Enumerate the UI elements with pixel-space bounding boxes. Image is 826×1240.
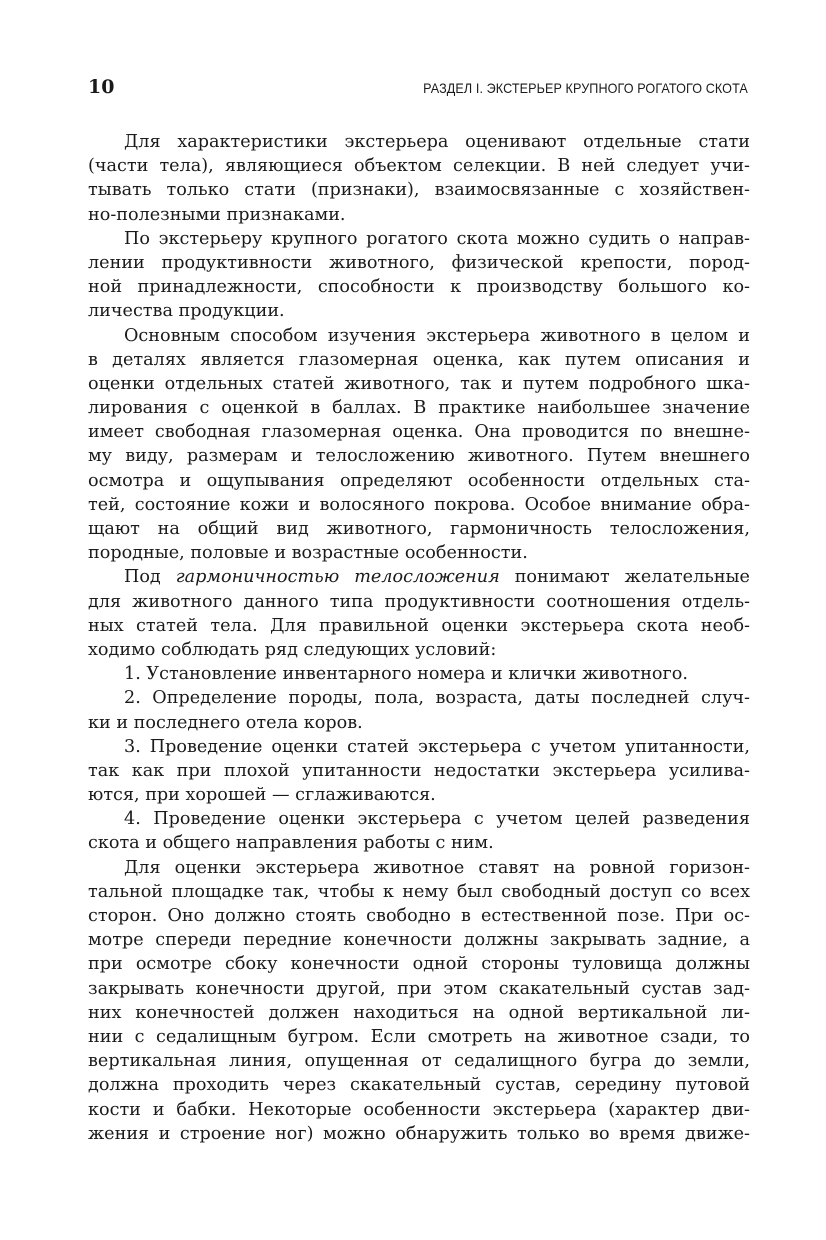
text-line: жения и строение ног) можно обнаружить только во время движе- [88, 1123, 750, 1144]
text-line: вертикальная линия, опущенная от седалищного бугра до земли, [88, 1051, 750, 1072]
text-line: По экстерьеру крупного рогатого скота можно судить о направ- [124, 228, 750, 249]
text-line [88, 565, 750, 589]
text-line: при осмотре сбоку конечности одной стороны туловища должны [88, 954, 750, 975]
text-line: ходимо соблюдать ряд следующих условий: [88, 639, 497, 660]
text-line: Основным способом изучения экстерьера животного в целом и [124, 325, 750, 346]
text-line: лении продуктивности животного, физической крепости, пород- [88, 252, 750, 273]
italic-term: гармоничностью телосложения [175, 567, 500, 588]
text-line: му виду, размерам и телосложению животного. Путем внешнего [88, 446, 750, 467]
running-head: РАЗДЕЛ I. ЭКСТЕРЬЕР КРУПНОГО РОГАТОГО СКОТА [423, 80, 748, 96]
text-line: тальной площадке так, чтобы к нему был свободный доступ со всех [88, 881, 750, 902]
text-line: но-полезными признаками. [88, 204, 346, 225]
text-line: 3. Проведение оценки статей экстерьера с учетом упитанности, [124, 736, 750, 757]
text-line: ных статей тела. Для правильной оценки экстерьера скота необ- [88, 615, 750, 636]
text-line: лирования с оценкой в баллах. В практике наибольшее значение [88, 398, 750, 419]
text-line: 4. Проведение оценки экстерьера с учетом целей разведения [124, 809, 750, 830]
text-line: сторон. Оно должно стоять свободно в естественной позе. При ос- [88, 906, 750, 926]
text-line: кости и бабки. Некоторые особенности экстерьера (характер дви- [88, 1099, 750, 1120]
text-line: щают на общий вид животного, гармоничность телосложения, [88, 519, 750, 539]
text-line: имеет свободная глазомерная оценка. Она проводится по внешне- [88, 422, 750, 443]
text-line: тей, состояние кожи и волосяного покрова. Особое внимание обра- [88, 494, 750, 515]
text-line: скота и общего направления работы с ним. [88, 833, 494, 854]
text-line: в деталях является глазомерная оценка, как путем описания и [88, 349, 750, 370]
text-line: 1. Установление инвентарного номера и клички животного. [124, 664, 688, 685]
text-line: ки и последнего отела коров. [88, 712, 363, 733]
text-line: для животного данного типа продуктивности соотношения отдель- [88, 591, 750, 612]
text-line: так как при плохой упитанности недостатки экстерьера усилива- [88, 760, 750, 781]
text-line: мотре спереди передние конечности должны закрывать задние, а [88, 930, 750, 951]
text-line: (части тела), являющиеся объектом селекции. В ней следует учи- [88, 156, 750, 177]
text-line: оценки отдельных статей животного, так и путем подробного шка- [88, 373, 750, 394]
text-line: нии с седалищным бугром. Если смотреть на животное сзади, то [88, 1026, 750, 1047]
text-line: осмотра и ощупывания определяют особенности отдельных ста- [88, 470, 750, 491]
text-line: должна проходить через скакательный сустав, середину путовой [88, 1075, 750, 1096]
text-line: тывать только стати (признаки), взаимосвязанные с хозяйствен- [88, 180, 750, 201]
text-segment: понимают желательные [499, 567, 750, 588]
text-body [88, 130, 750, 1146]
text-line: Для оценки экстерьера животное ставят на ровной горизон- [124, 857, 750, 878]
text-line: 2. Определение породы, пола, возраста, даты последней случ- [124, 688, 750, 709]
text-line: Для характеристики экстерьера оценивают отдельные стати [124, 132, 750, 152]
text-line: закрывать конечности другой, при этом скакательный сустав зад- [88, 978, 750, 999]
page-number: 10 [88, 76, 115, 98]
text-line: них конечностей должен находиться на одной вертикальной ли- [88, 1002, 750, 1023]
text-line: ются, при хорошей — сглаживаются. [88, 785, 436, 806]
text-line: породные, половые и возрастные особенности. [88, 543, 528, 564]
text-line: ной принадлежности, способности к производству большого ко- [88, 277, 750, 298]
text-segment: Под [124, 567, 176, 588]
text-line: личества продукции. [88, 301, 285, 322]
